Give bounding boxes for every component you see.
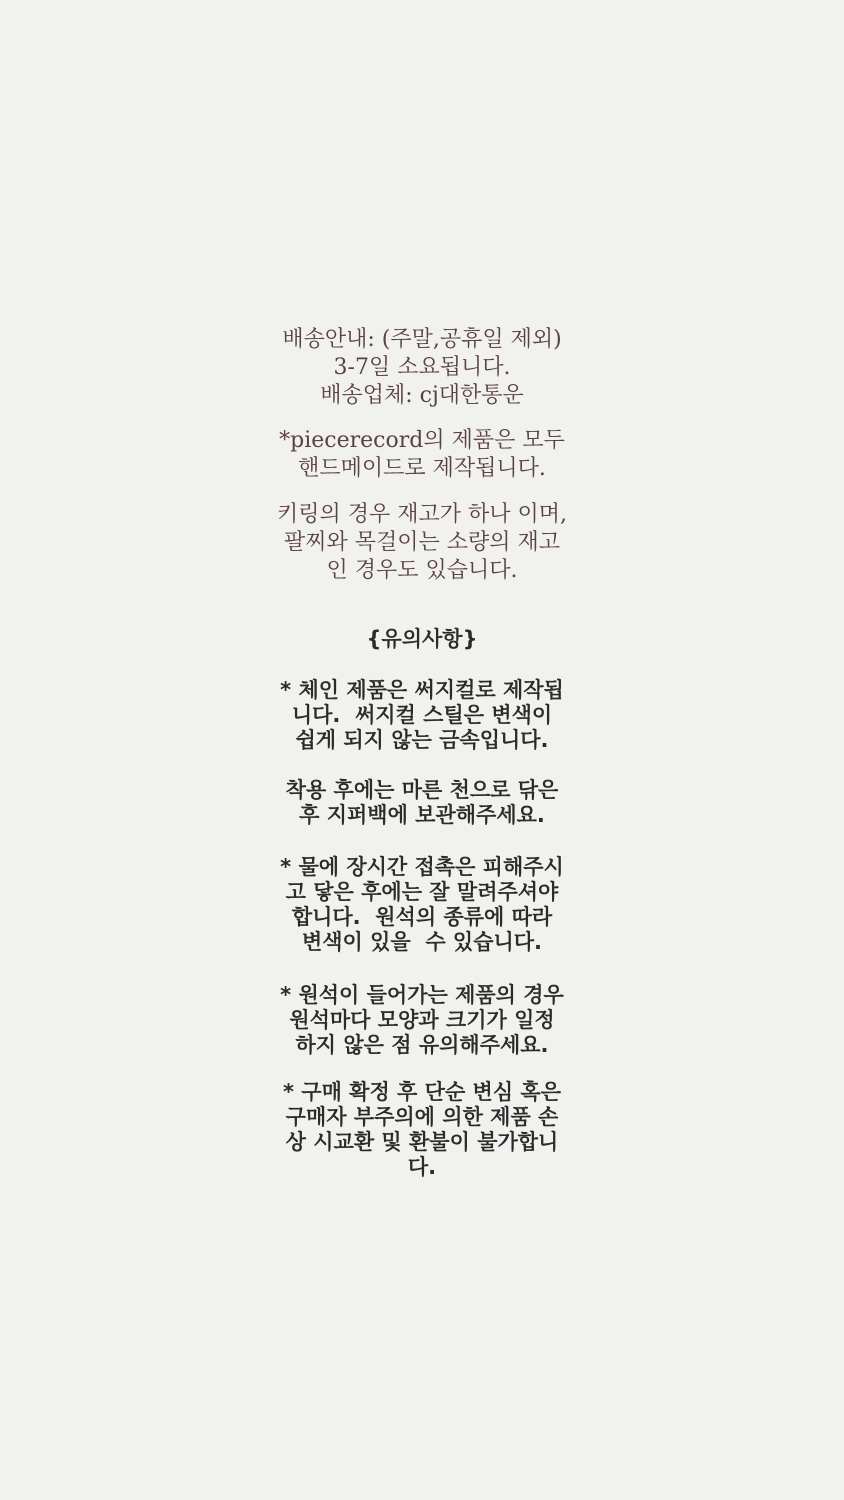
stock-notice-line: 인 경우도 있습니다.: [326, 558, 518, 583]
stock-notice-line: 팔찌와 목걸이는 소량의 재고: [283, 530, 560, 555]
caution-water-paragraph: [0, 855, 844, 955]
shipping-notice-line: 3-7일 소요됩니다.: [333, 355, 511, 380]
handmade-notice-line: *piecerecord의 제품은 모두: [279, 428, 565, 453]
caution-water-line: 합니다. 원석의 종류에 따라: [291, 905, 553, 929]
shipping-notice-line: 배송안내: (주말,공휴일 제외): [282, 327, 562, 352]
caution-refund-line: 구매자 부주의에 의한 제품 손: [285, 1105, 559, 1129]
stock-notice-line: 키링의 경우 재고가 하나 이며,: [277, 502, 567, 527]
caution-care-paragraph: [0, 778, 844, 828]
caution-gemstone-paragraph: [0, 983, 844, 1058]
caution-refund-line: 다.: [407, 1155, 437, 1179]
caution-refund-paragraph: [0, 1080, 844, 1180]
handmade-notice: [0, 427, 844, 483]
caution-water-line: * 물에 장시간 접촉은 피해주시: [280, 855, 564, 879]
caution-refund-line: * 구매 확정 후 단순 변심 혹은: [283, 1080, 561, 1104]
caution-chain-line: * 체인 제품은 써지컬로 제작됩: [280, 678, 564, 702]
caution-gemstone-line: 원석마다 모양과 크기가 일정: [289, 1008, 555, 1032]
caution-care-line: 후 지퍼백에 보관해주세요.: [299, 803, 545, 827]
caution-gemstone-line: 하지 않은 점 유의해주세요.: [295, 1033, 549, 1057]
shipping-notice-line: 배송업체: cj대한통운: [320, 383, 524, 408]
caution-refund-line: 상 시교환 및 환불이 불가합니: [285, 1130, 559, 1154]
caution-gemstone-line: * 원석이 들어가는 제품의 경우: [280, 983, 564, 1007]
shipping-info-section: [0, 0, 844, 585]
shipping-notice: [0, 326, 844, 410]
caution-title: {유의사항}: [366, 627, 478, 651]
caution-chain-line: 쉽게 되지 않는 금속입니다.: [295, 728, 549, 752]
caution-chain-line: 니다. 써지컬 스틸은 변색이: [291, 703, 553, 727]
caution-chain-paragraph: [0, 678, 844, 753]
caution-water-line: 변색이 있을 수 있습니다.: [301, 930, 543, 954]
caution-section: [0, 627, 844, 1180]
handmade-notice-line: 핸드메이드로 제작됩니다.: [298, 456, 546, 481]
caution-water-line: 고 닿은 후에는 잘 말려주셔야: [285, 880, 559, 904]
stock-notice: [0, 501, 844, 585]
caution-care-line: 착용 후에는 마른 천으로 닦은: [285, 778, 559, 802]
